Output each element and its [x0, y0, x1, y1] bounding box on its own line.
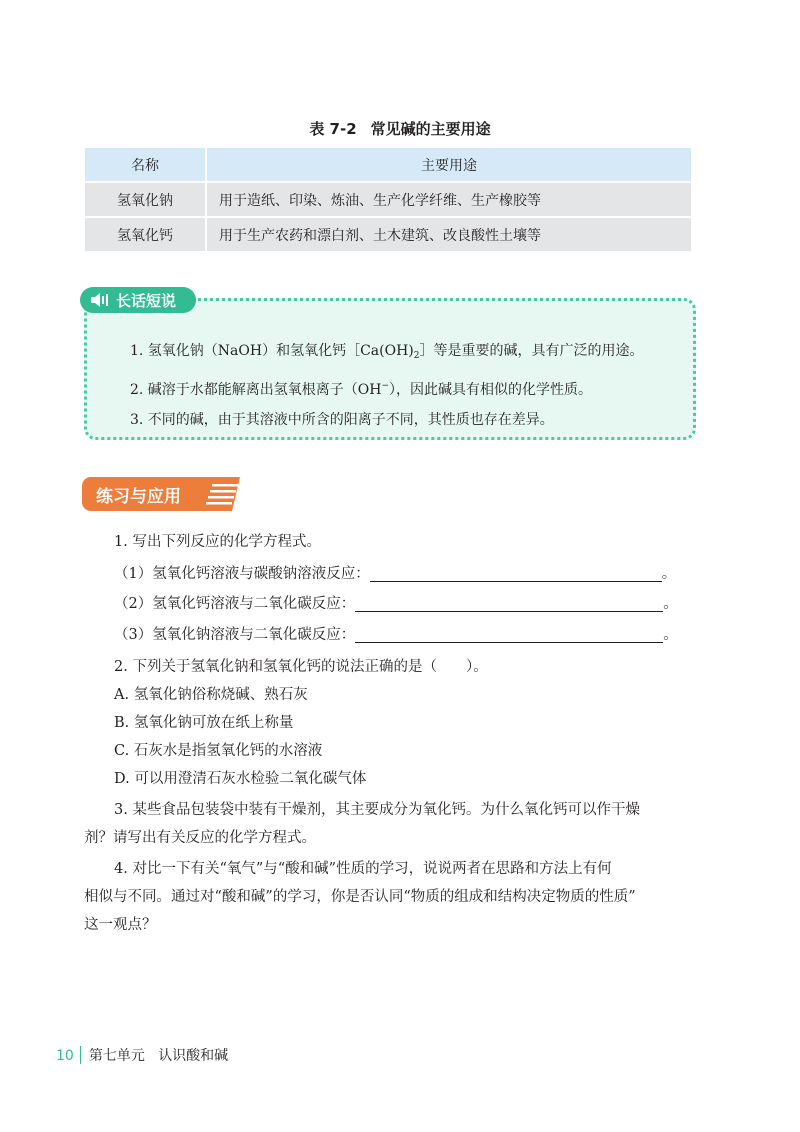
exercise-header: 练习与应用: [82, 477, 210, 511]
header-name: 名称: [85, 148, 206, 182]
question-4-line-3: 这一观点？: [84, 917, 157, 933]
row-name: 氢氧化钠: [85, 182, 206, 217]
row-name: 氢氧化钙: [85, 217, 206, 252]
footer-divider: [80, 1046, 81, 1064]
option-d: D. 可以用澄清石灰水检验二氧化碳气体: [114, 771, 367, 787]
uses-table: [85, 148, 691, 253]
option-c: C. 石灰水是指氢氧化钙的水溶液: [114, 743, 323, 759]
summary-item: 3. 不同的碱，由于其溶液中所含的阳离子不同，其性质也存在差异。: [130, 412, 554, 428]
summary-tag: [80, 287, 196, 313]
question-3-line-2: 剂？请写出有关反应的化学方程式。: [84, 830, 316, 846]
option-a: A. 氢氧化钠俗称烧碱、熟石灰: [114, 687, 308, 703]
question-1-part: （3）氢氧化钠溶液与二氧化碳反应： 。: [114, 621, 678, 649]
summary-item: 1. 氢氧化钠（NaOH）和氢氧化钙$[Ca(OH)_2]$等是重要的碱，具有广泛的用途。: [130, 343, 644, 361]
answer-blank[interactable]: [355, 624, 663, 643]
superscript: −: [381, 381, 390, 391]
header-uses: 主要用途: [206, 148, 691, 182]
row-uses: 用于造纸、印染、炼油、生产化学纤维、生产橡胶等: [206, 182, 691, 217]
header-stripes-icon: [206, 477, 242, 511]
option-b: B. 氢氧化钠可放在纸上称量: [114, 715, 294, 731]
subscript: 2: [413, 351, 420, 361]
unit-label: 第七单元: [88, 1048, 145, 1064]
question-1: 1. 写出下列反应的化学方程式。: [114, 534, 321, 550]
summary-list: [130, 336, 690, 435]
question-4-line-2: 相似与不同。通过对“酸和碱”的学习，你是否认同“物质的组成和结构决定物质的性质”: [84, 889, 636, 905]
table-number: 表 7-2: [309, 120, 357, 138]
chapter-label: 认识酸和碱: [158, 1048, 229, 1064]
row-uses: 用于生产农药和漂白剂、土木建筑、改良酸性土壤等: [206, 217, 691, 252]
speaker-icon: [90, 292, 110, 308]
table-header-row: [85, 148, 691, 182]
table-row: [85, 182, 691, 217]
summary-item: 2. 碱溶于水都能解离出氢氧根离子（OH−），因此碱具有相似的化学性质。: [130, 381, 593, 398]
answer-blank[interactable]: [370, 563, 662, 582]
answer-blank[interactable]: [355, 593, 663, 612]
table-title: 常见碱的主要用途: [370, 120, 491, 138]
question-1-part: （2）氢氧化钙溶液与二氧化碳反应： 。: [114, 590, 678, 618]
table-row: [85, 217, 691, 252]
table-caption: [0, 118, 800, 139]
question-3-line-1: 3. 某些食品包装袋中装有干燥剂，其主要成分为氧化钙。为什么氧化钙可以作干燥: [114, 802, 640, 818]
question-4-line-1: 4. 对比一下有关“氧气”与“酸和碱”性质的学习，说说两者在思路和方法上有何: [114, 861, 612, 877]
page-number: 10: [56, 1048, 74, 1064]
summary-tag-label: 长话短说: [116, 291, 177, 310]
page-footer: [56, 1045, 228, 1065]
question-1-part: （1）氢氧化钙溶液与碳酸钠溶液反应： 。: [114, 560, 676, 588]
question-2: 2. 下列关于氢氧化钠和氢氧化钙的说法正确的是（ ）。: [114, 659, 488, 675]
